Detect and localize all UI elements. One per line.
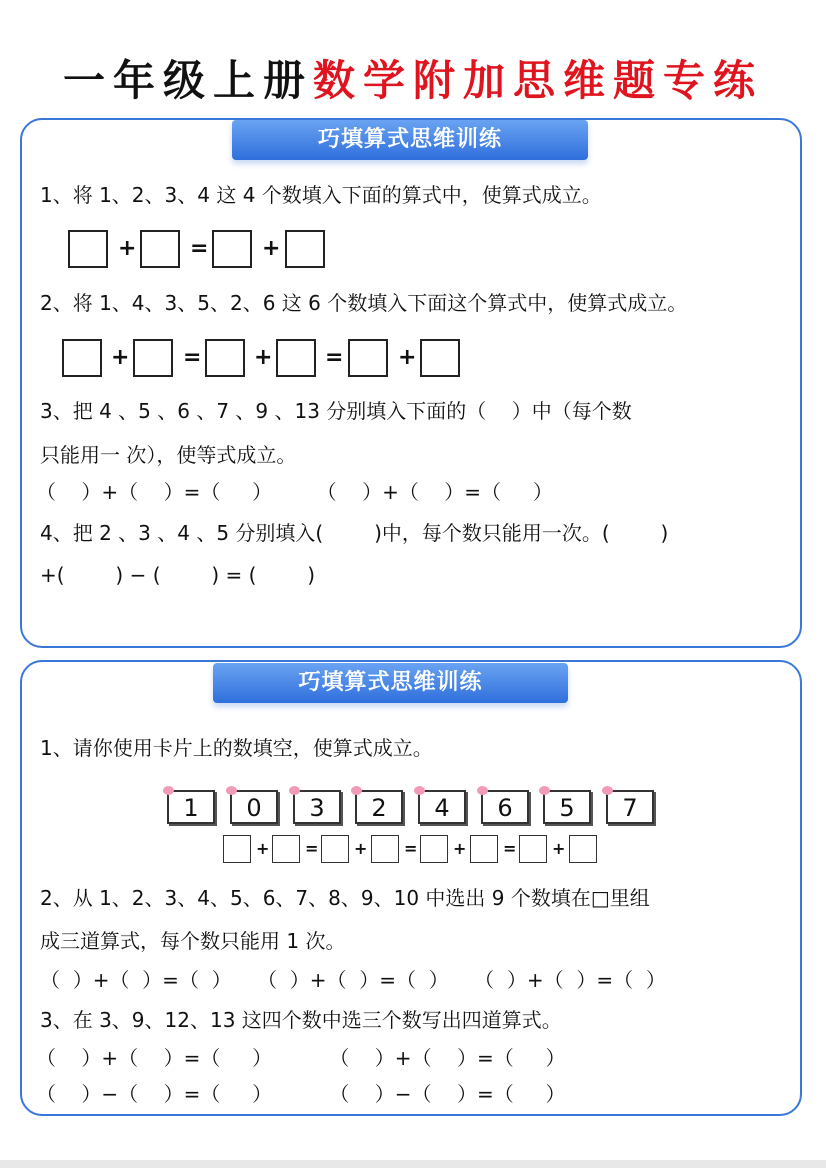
page-title xyxy=(0,48,826,108)
number-card xyxy=(481,790,529,824)
card-value: 1 xyxy=(183,794,199,822)
s2-question-3: 3、在 3、9、12、13 这四个数中选三个数写出四道算式。 xyxy=(40,1008,562,1032)
card-value: 5 xyxy=(559,794,575,822)
s1-question-1: 1、将 1、2、3、4 这 4 个数填入下面的算式中，使算式成立。 xyxy=(40,183,602,207)
card-value: 6 xyxy=(497,794,513,822)
answer-box[interactable] xyxy=(212,230,252,268)
card-value: 2 xyxy=(371,794,387,822)
operator: + xyxy=(453,839,467,858)
pin-icon xyxy=(414,786,425,795)
operator: + xyxy=(254,345,273,370)
answer-box[interactable] xyxy=(68,230,108,268)
s2-question-2-blanks[interactable]: （ ）+（ ）=（ ） （ ）+（ ）=（ ） （ ）+（ ）=（ ） xyxy=(40,968,666,992)
pin-icon xyxy=(351,786,362,795)
answer-box[interactable] xyxy=(569,835,597,863)
card-value: 4 xyxy=(434,794,450,822)
answer-box[interactable] xyxy=(321,835,349,863)
pin-icon xyxy=(602,786,613,795)
card-value: 3 xyxy=(309,794,325,822)
page-bottom-edge xyxy=(0,1160,826,1168)
s1-question-4: 4、把 2 、3 、4 、5 分别填入( )中，每个数只能用一次。( ) xyxy=(40,521,669,545)
operator: + xyxy=(256,839,270,858)
operator: = xyxy=(404,839,418,858)
title-black: 一年级上册 xyxy=(62,56,313,105)
s1-question-2: 2、将 1、4、3、5、2、6 这 6 个数填入下面这个算式中，使算式成立。 xyxy=(40,291,688,315)
answer-box[interactable] xyxy=(276,339,316,377)
card-value: 7 xyxy=(622,794,638,822)
operator: = xyxy=(325,345,344,370)
s1-question-3-blanks[interactable]: （ ）+（ ）=（ ） （ ）+（ ）=（ ） xyxy=(36,480,553,504)
pin-icon xyxy=(289,786,300,795)
answer-box[interactable] xyxy=(272,835,300,863)
answer-box[interactable] xyxy=(519,835,547,863)
section-2-header: 巧填算式思维训练 xyxy=(213,663,568,703)
answer-box[interactable] xyxy=(140,230,180,268)
answer-box[interactable] xyxy=(205,339,245,377)
pin-icon xyxy=(539,786,550,795)
answer-box[interactable] xyxy=(62,339,102,377)
card-value: 0 xyxy=(246,794,262,822)
s2-question-3-row-1[interactable]: （ ）+（ ）=（ ） （ ）+（ ）=（ ） xyxy=(36,1046,566,1070)
operator: + xyxy=(354,839,368,858)
operator: = xyxy=(190,236,209,261)
number-card xyxy=(230,790,278,824)
number-card xyxy=(543,790,591,824)
operator: + xyxy=(398,345,417,370)
operator: + xyxy=(262,236,281,261)
pin-icon xyxy=(163,786,174,795)
answer-box[interactable] xyxy=(371,835,399,863)
number-card xyxy=(293,790,341,824)
number-card xyxy=(355,790,403,824)
title-red: 数学附加思维题专练 xyxy=(313,56,764,105)
s2-question-2: 2、从 1、2、3、4、5、6、7、8、9、10 中选出 9 个数填在□里组 xyxy=(40,886,650,910)
number-card xyxy=(418,790,466,824)
answer-box[interactable] xyxy=(420,339,460,377)
operator: = xyxy=(503,839,517,858)
operator: = xyxy=(183,345,202,370)
operator: + xyxy=(111,345,130,370)
number-card xyxy=(606,790,654,824)
answer-box[interactable] xyxy=(223,835,251,863)
pin-icon xyxy=(226,786,237,795)
s2-question-2-cont: 成三道算式，每个数只能用 1 次。 xyxy=(40,929,346,953)
operator: = xyxy=(305,839,319,858)
answer-box[interactable] xyxy=(470,835,498,863)
s1-question-4-cont[interactable]: +( ) − ( ) = ( ) xyxy=(40,563,316,587)
s1-question-3: 3、把 4 、5 、6 、7 、9 、13 分别填入下面的（ ）中（每个数 xyxy=(40,399,632,423)
operator: + xyxy=(552,839,566,858)
s1-question-3-cont: 只能用一 次），使等式成立。 xyxy=(40,443,297,467)
answer-box[interactable] xyxy=(420,835,448,863)
answer-box[interactable] xyxy=(348,339,388,377)
s2-question-1: 1、请你使用卡片上的数填空，使算式成立。 xyxy=(40,736,433,760)
s2-question-3-row-2[interactable]: （ ）−（ ）=（ ） （ ）−（ ）=（ ） xyxy=(36,1082,566,1106)
number-card xyxy=(167,790,215,824)
pin-icon xyxy=(477,786,488,795)
operator: + xyxy=(118,236,137,261)
answer-box[interactable] xyxy=(285,230,325,268)
answer-box[interactable] xyxy=(133,339,173,377)
section-1-header: 巧填算式思维训练 xyxy=(232,120,588,160)
